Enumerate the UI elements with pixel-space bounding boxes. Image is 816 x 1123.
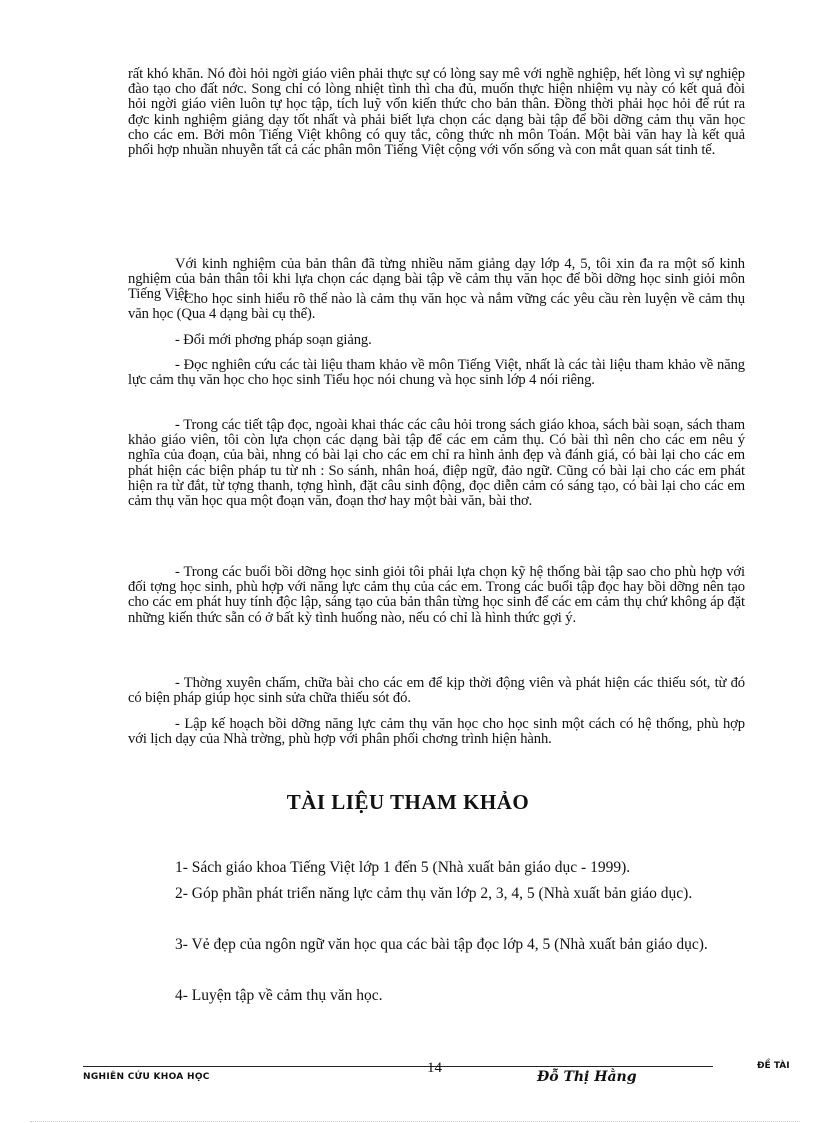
paragraph-7: - Trong các buổi bồi dỡng học sinh giỏi tôi phải lựa chọn kỹ hệ thống bài tập sao cho phù hợp với đối tợng học sinh, phù hợp với năng lực cảm thụ của các em. Trong các buổi tập đọc hay bồi dỡng nên tạo cho các em phát huy tính độc lập, sáng tạo của bản thân từng học sinh để các em cảm thụ chứ không áp đặt những kiến thức sẵn có ở bất kỳ tình huống nào, nếu có chỉ là hình thức gợi ý. [128,564,745,626]
footer-divider [83,1066,713,1067]
paragraph-5: - Đọc nghiên cứu các tài liệu tham khảo về môn Tiếng Việt, nhất là các tài liệu tham khảo về năng lực cảm thụ văn học cho học sinh Tiểu học nói chung và học sinh lớp 4 nói riêng. [128,357,745,389]
page-number: 14 [427,1060,442,1076]
paragraph-6: - Trong các tiết tập đọc, ngoài khai thác các câu hỏi trong sách giáo khoa, sách bài soạn, sách tham khảo giáo viên, tôi còn lựa chọn các dạng bài tập để các em cảm thụ. Có bài thì nên cho các em nêu ý nghĩa của đoạn, của bài, nhng có bài lại cho các em chỉ ra hình ảnh đẹp và đánh giá, có bài lại cho các em phát hiện các biện pháp tu từ nh : So sánh, nhân hoá, điệp ngữ, đảo ngữ. Cũng có bài lại cho các em phát hiện ra từ đắt, từ tợng thanh, tợng hình, đặt câu sinh động, đọc diễn cảm có sáng tạo, có bài lại cho các em cảm thụ văn học qua một đoạn văn, đoạn thơ hay một bài văn, bài thơ. [128,417,745,510]
paragraph-2: Với kinh nghiệm của bản thân đã từng nhiều năm giảng dạy lớp 4, 5, tôi xin đa ra một số kinh nghiệm của bản thân tôi khi lựa chọn các dạng bài tập về cảm thụ văn học để bồi dỡng học sinh giỏi môn Tiếng Việt. [128,256,745,303]
reference-item-2: 2- Góp phần phát triển năng lực cảm thụ văn lớp 2, 3, 4, 5 (Nhà xuất bản giáo dục). [175,885,693,902]
reference-item-1: 1- Sách giáo khoa Tiếng Việt lớp 1 đến 5 (Nhà xuất bản giáo dục - 1999). [175,859,631,876]
paragraph-9: - Lập kế hoạch bồi dỡng năng lực cảm thụ văn học cho học sinh một cách có hệ thống, phù hợp với lịch dạy của Nhà trờng, phù hợp với phân phối chơng trình hiện hành. [128,716,745,748]
footer-right-label: ĐỀ TÀI [757,1061,790,1071]
references-heading: TÀI LIỆU THAM KHẢO [286,790,530,814]
footer-left-label: NGHIÊN CỨU KHOA HỌC [83,1072,210,1082]
paragraph-3: - Cho học sinh hiểu rõ thế nào là cảm thụ văn học và nắm vững các yêu cầu rèn luyện về cảm thụ văn học (Qua 4 dạng bài cụ thể). [128,291,745,323]
paragraph-4: - Đổi mới phơng pháp soạn giảng. [175,332,372,348]
paragraph-8: - Thờng xuyên chấm, chữa bài cho các em để kịp thời động viên và phát hiện các thiếu sót, từ đó có biện pháp giúp học sinh sửa chữa thiếu sót đó. [128,675,745,707]
footer-author: Đỗ Thị Hằng [537,1069,637,1085]
paragraph-1: rất khó khăn. Nó đòi hỏi ngời giáo viên phải thực sự có lòng say mê với nghề nghiệp, hết lòng vì sự nghiệp đào tạo cho đất nớc. Song chỉ có lòng nhiệt tình thì cha đủ, muốn thực hiện nhiệm vụ này có kết quả đòi hỏi ngời giáo viên luôn tự học tập, tích luỹ vốn kiến thức cho bản thân. Đồng thời phải học hỏi để rút ra đợc kinh nghiệm giảng dạy tốt nhất và phải biết lựa chọn các dạng bài tập để bồi dỡng cảm thụ văn học cho các em. Bởi môn Tiếng Việt không có quy tắc, công thức nh môn Toán. Một bài văn hay là kết quả phối hợp nhuần nhuyễn tất cả các phân môn Tiếng Việt cộng với vốn sống và con mắt quan sát tinh tế. [128,66,745,159]
reference-item-4: 4- Luyện tập về cảm thụ văn học. [175,987,383,1004]
page-bottom-dotted-line [30,1121,800,1122]
reference-item-3: 3- Vẻ đẹp của ngôn ngữ văn học qua các bài tập đọc lớp 4, 5 (Nhà xuất bản giáo dục). [175,936,708,953]
